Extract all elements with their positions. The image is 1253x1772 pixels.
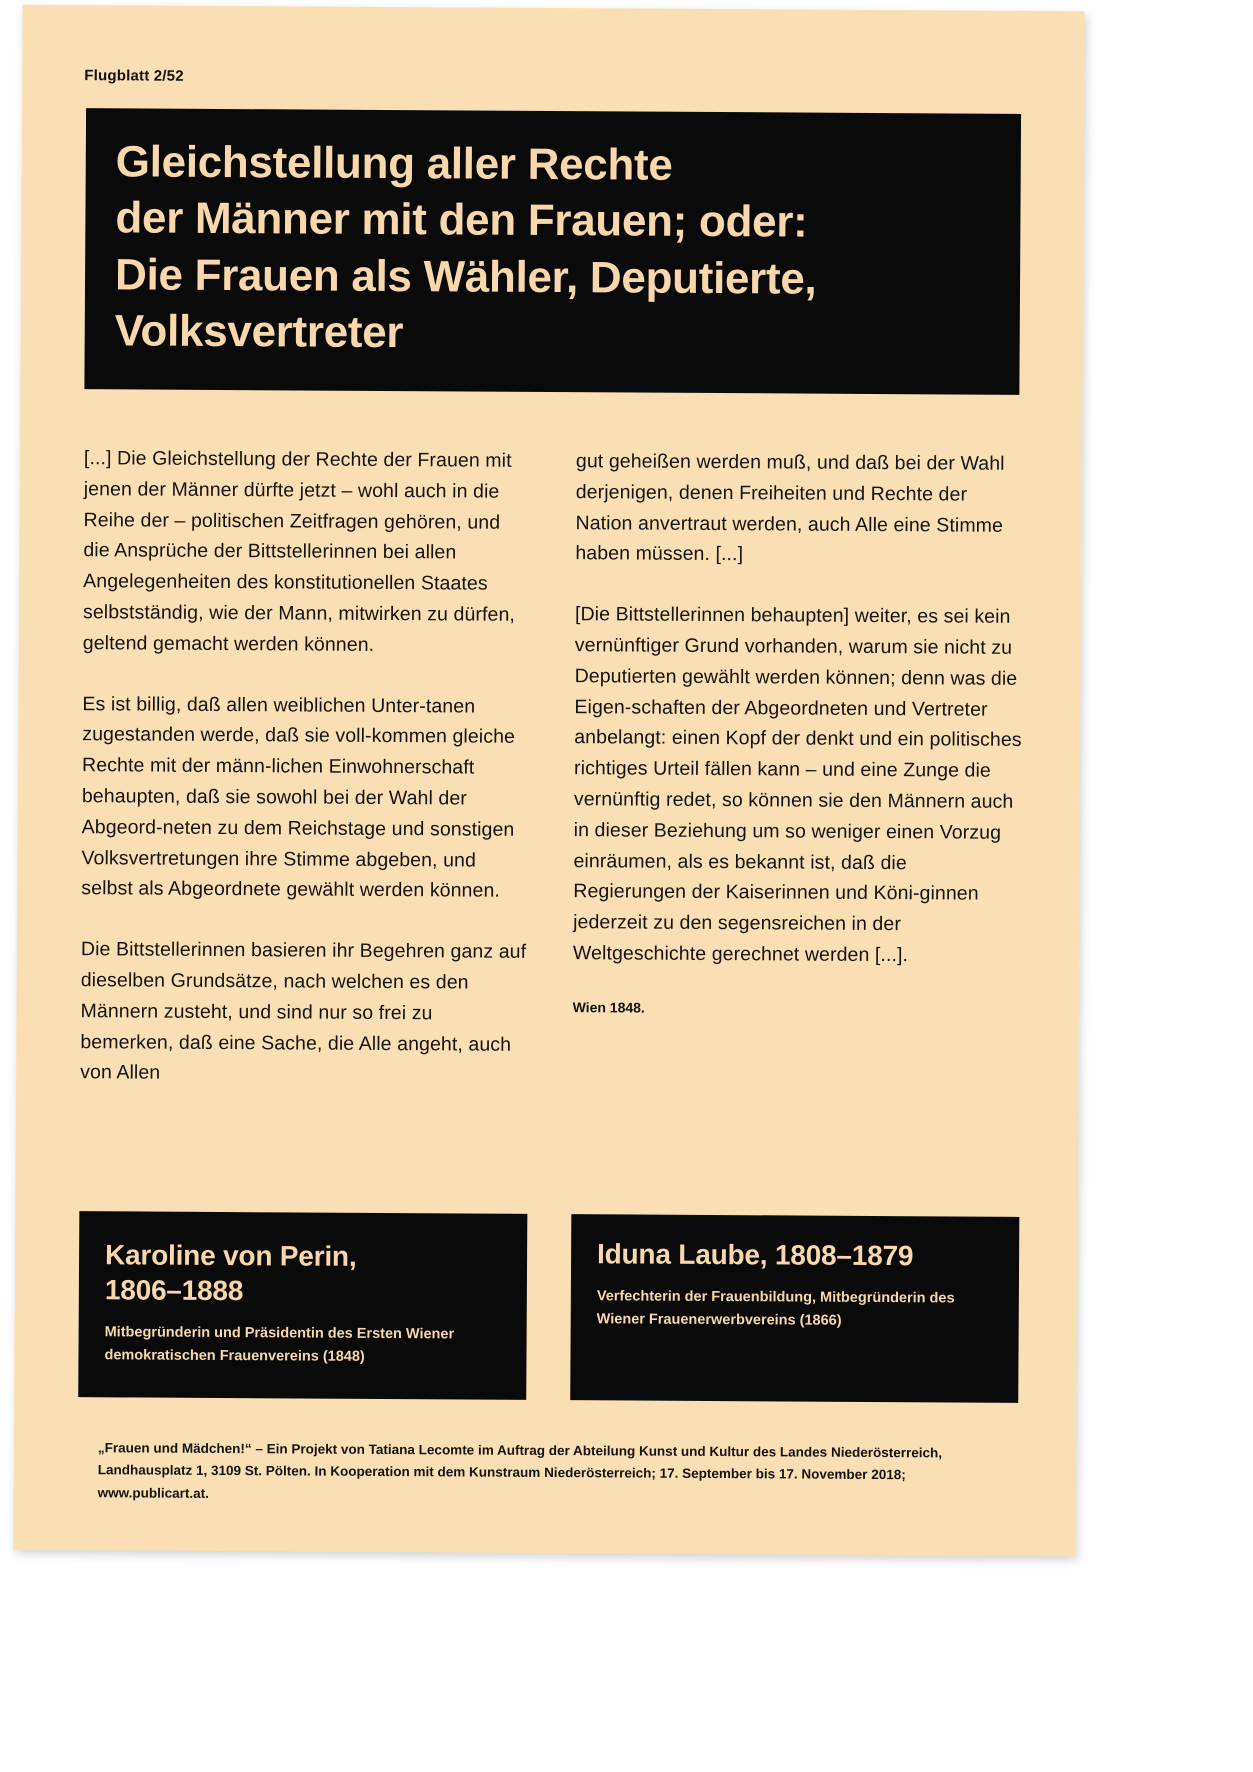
paragraph: [Die Bittstellerinnen behaupten] weiter, es sei kein vernünftiger Grund vorhanden, warum sie nicht zu Deputierten gewählt werden können; denn was die Eigen-schaften der Abgeordneten und Vertreter anbelangt: einen Kopf der denkt und ein politisches richtiges Urteil fällen kann – und eine Zunge die vernünftig redet, so können sie den Männern auch in dieser Beziehung um so weniger einen Vorzug einräumen, als es bekannt ist, daß die Regierungen der Kaiserinnen und Köni-ginnen jederzeit zu den segensreichen in der Weltgeschichte gerechnet werden [...]. bbox=[572, 603, 1022, 967]
biography-card-laube bbox=[570, 1214, 1019, 1403]
title-line-1: Gleichstellung aller Rechte bbox=[115, 137, 673, 190]
place-date: Wien 1848. bbox=[572, 998, 645, 1016]
biography-name-line-2: 1806–1888 bbox=[104, 1274, 244, 1307]
footer-credits: „Frauen und Mädchen!“ – Ein Projekt von Tatiana Lecomte im Auftrag der Abteilung Kunst und Kultur des Landes Niederösterreich, Landhausplatz 1, 3109 St. Pölten. In Kooperation mit dem Kunstraum Niederösterreich; 17. September bis 17. November 2018; www.publicart.at. bbox=[97, 1440, 943, 1501]
biography-name-line-1: Iduna Laube, 1808–1879 bbox=[597, 1238, 914, 1272]
title-line-3: Die Frauen als Wähler, Deputierte, bbox=[114, 249, 817, 304]
paragraph: [...] Die Gleichstellung der Rechte der Frauen mit jenen der Männer dürfte jetzt – wohl auch in die Reihe der – politischen Zeitfragen gehören, und die Ansprüche der Bittstellerinnen bei allen Angelegenheiten des konstitutionellen Staates selbstständig, wie der Mann, mitwirken zu dürfen, geltend gemacht werden können. bbox=[82, 447, 516, 656]
biography-card-perin bbox=[78, 1211, 527, 1400]
left-column bbox=[80, 443, 532, 1121]
paragraph: gut geheißen werden muß, und daß bei der Wahl derjenigen, denen Freiheiten und Rechte der Nation anvertraut werden, auch Alle eine Stimme haben müssen. [...] bbox=[575, 450, 1005, 566]
right-column bbox=[572, 446, 1024, 1124]
biography-row bbox=[78, 1211, 1019, 1403]
paragraph: Die Bittstellerinnen basieren ihr Begehren ganz auf dieselben Grundsätze, nach welchen es den Männern zusteht, und sind nur so frei zu bemerken, daß eine Sache, die Alle angeht, auch von Allen bbox=[80, 938, 527, 1084]
biography-description: Mitbegründerin und Präsidentin des Ersten Wiener demokratischen Frauenvereins (1848) bbox=[104, 1324, 455, 1366]
body-columns bbox=[80, 443, 1024, 1124]
biography-description: Verfechterin der Frauenbildung, Mitbegründerin des Wiener Frauenerwerbvereins (1866) bbox=[596, 1288, 955, 1329]
document-id: Flugblatt 2/52 bbox=[84, 67, 184, 85]
paragraph: Es ist billig, daß allen weiblichen Unter-tanen zugestanden werde, daß sie voll-kommen gleiche Rechte mit der männ-lichen Einwohnerschaft behaupten, daß sie sowohl bei der Wahl der Abgeord-neten zu dem Reichstage und sonstigen Volksvertretungen ihre Stimme abgeben, und selbst als Abgeordnete gewählt werden können. bbox=[81, 692, 516, 903]
biography-name-line-1: Karoline von Perin, bbox=[104, 1239, 357, 1272]
title-block bbox=[84, 108, 1021, 395]
title-line-4: Volksvertreter bbox=[114, 306, 404, 358]
title-line-2: der Männer mit den Frauen; oder: bbox=[115, 193, 808, 247]
flyer-content bbox=[13, 5, 1084, 1556]
flyer-sheet bbox=[13, 5, 1084, 1556]
